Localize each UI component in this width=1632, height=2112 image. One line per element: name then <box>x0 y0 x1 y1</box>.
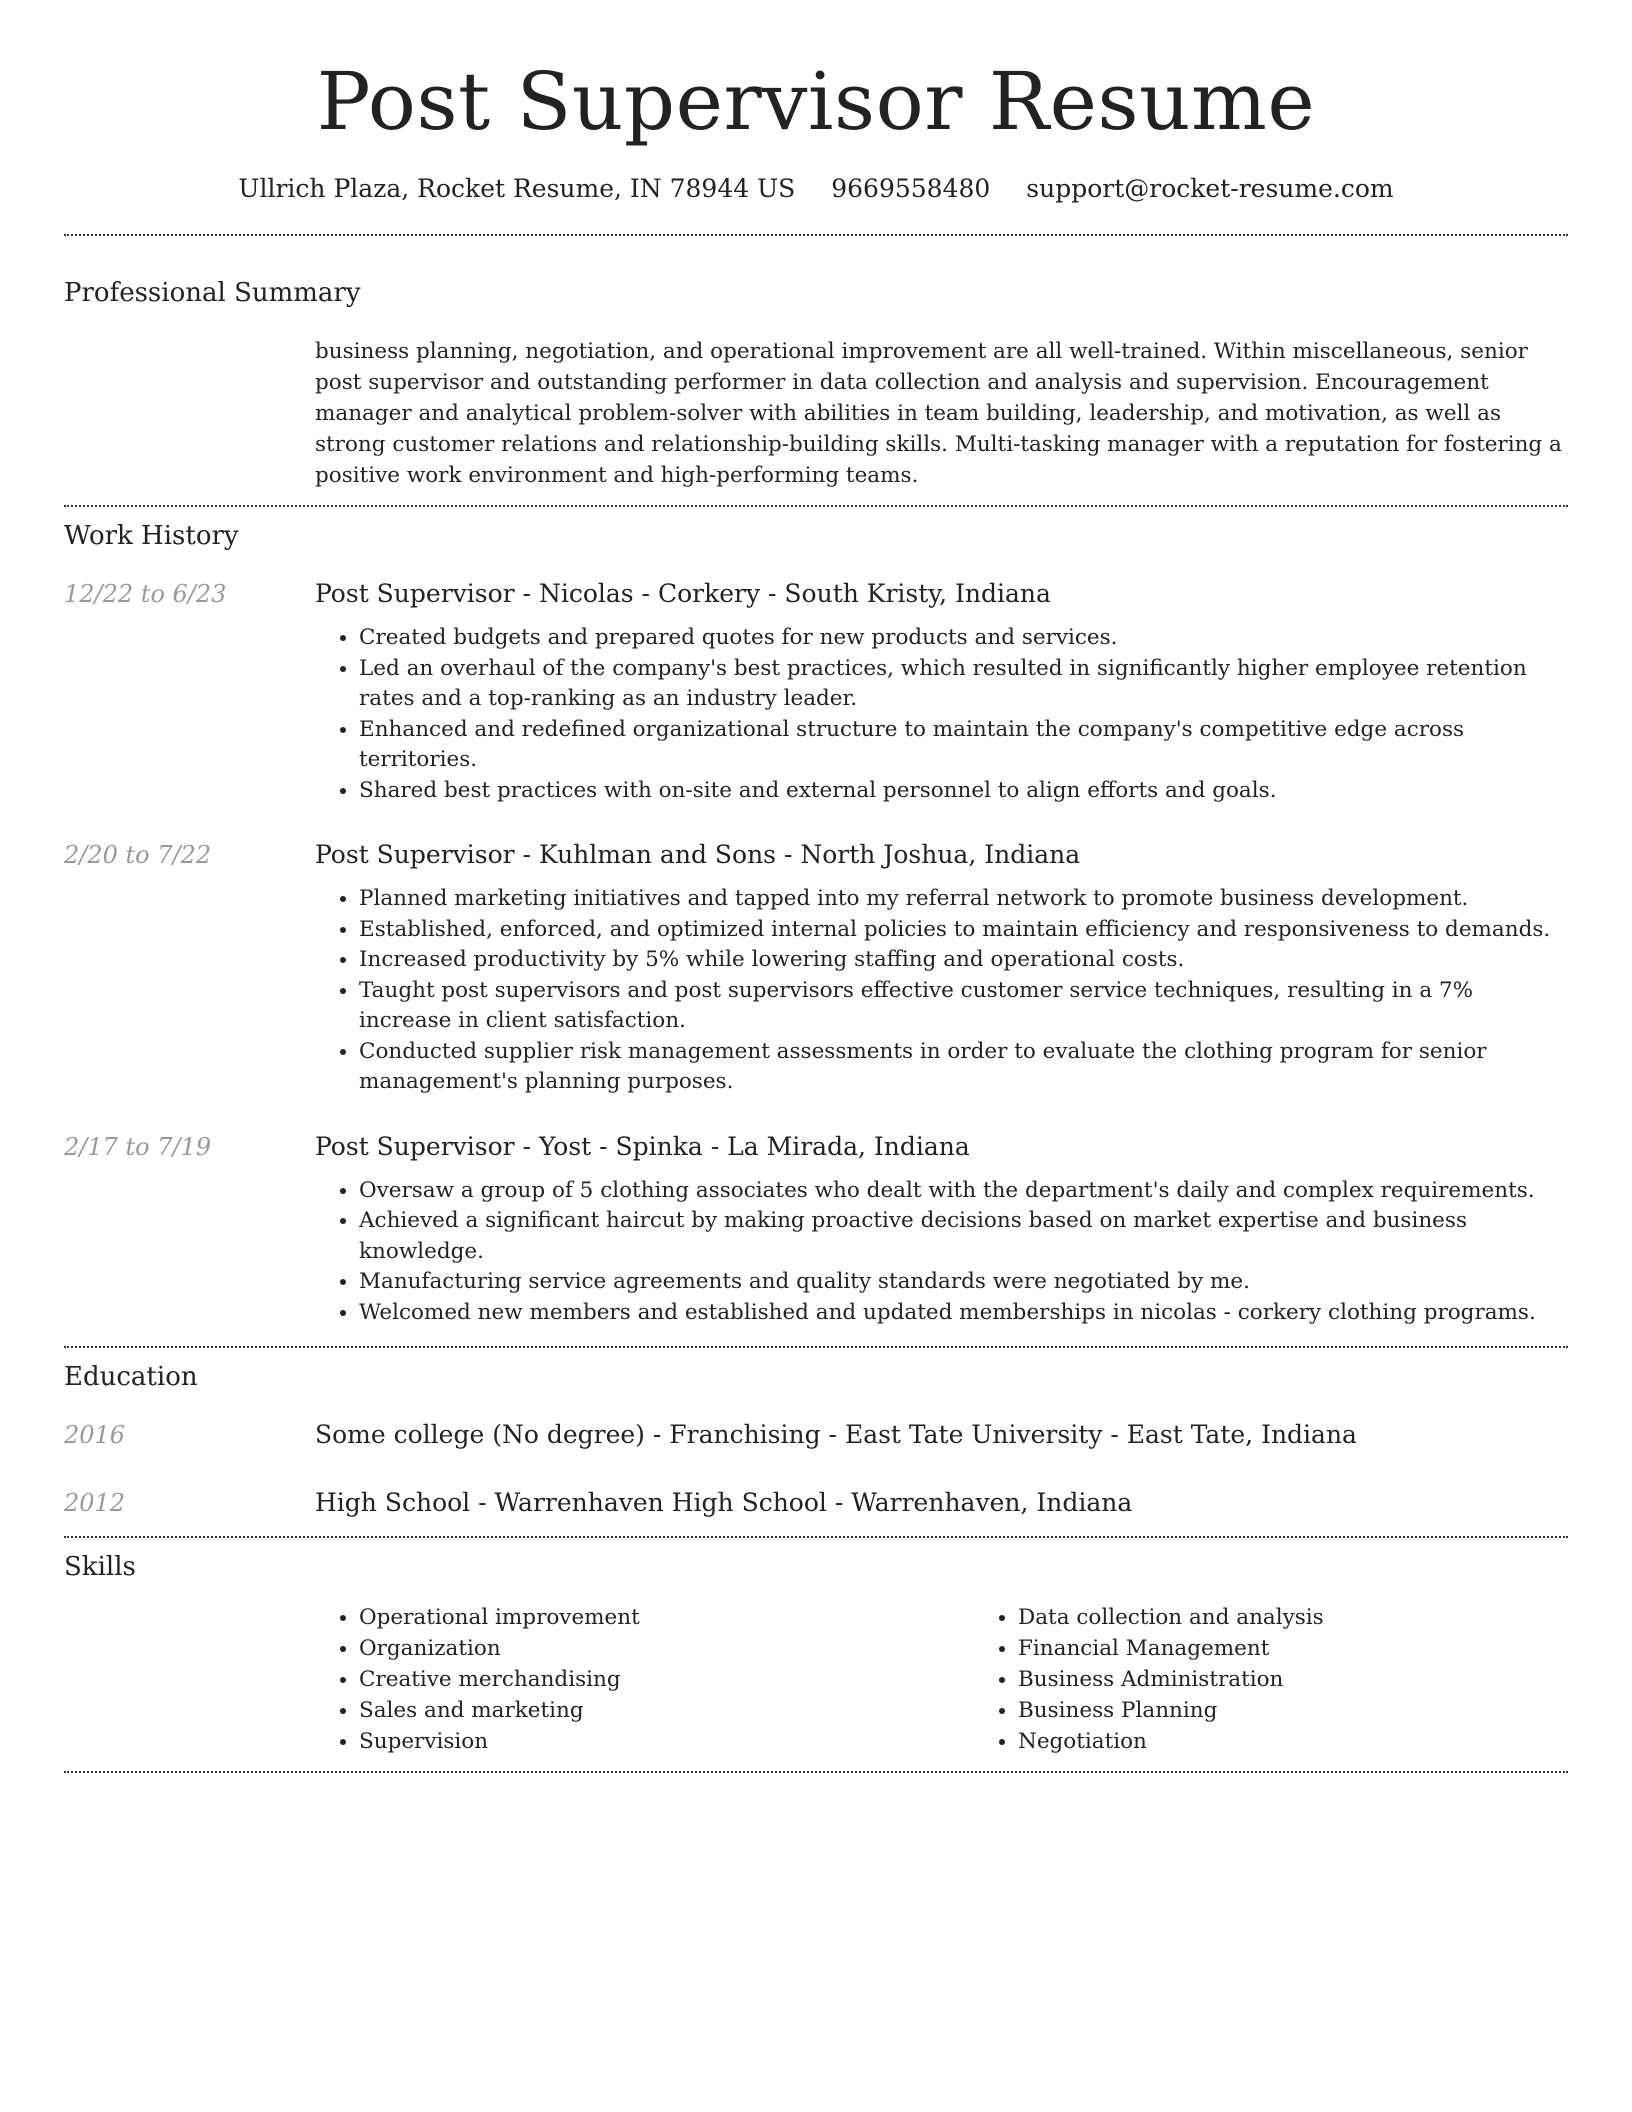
summary-spacer <box>64 336 315 491</box>
job-bullets <box>315 1176 1568 1329</box>
job-bullet: • Established, enforced, and optimized internal policies to maintain efficiency and responsiveness to demands. <box>359 915 1568 946</box>
summary-section <box>64 276 1568 491</box>
job-bullet: • Manufacturing service agreements and quality standards were negotiated by me. <box>359 1267 1568 1298</box>
skills-section <box>64 1550 1568 1757</box>
contact-phone: 9669558480 <box>831 174 991 203</box>
job-title: Post Supervisor - Nicolas - Corkery - South Kristy, Indiana <box>315 579 1051 608</box>
skills-divider <box>64 1771 1568 1773</box>
education-entry <box>64 1486 1568 1520</box>
education-text: Some college (No degree) - Franchising - East Tate University - East Tate, Indiana <box>315 1420 1357 1449</box>
job-bullet: • Welcomed new members and established and updated memberships in nicolas - corkery clothing programs. <box>359 1298 1568 1329</box>
job-bullet: • Achieved a significant haircut by making proactive decisions based on market expertise and business knowledge. <box>359 1206 1568 1267</box>
skill-item: • Negotiation <box>1018 1726 1632 1757</box>
resume-page <box>64 0 1568 1773</box>
job-bullets <box>315 623 1568 806</box>
education-year: 2016 <box>64 1421 126 1449</box>
contact-email: support@rocket-resume.com <box>1026 174 1394 203</box>
skill-item: • Financial Management <box>1018 1633 1632 1664</box>
resume-title: Post Supervisor Resume <box>316 55 1316 148</box>
job-entry <box>64 838 1568 1098</box>
skill-item: • Supervision <box>359 1726 974 1757</box>
job-entry <box>64 577 1568 806</box>
skills-spacer <box>64 1602 315 1757</box>
job-bullet: • Created budgets and prepared quotes for new products and services. <box>359 623 1568 654</box>
skill-item: • Data collection and analysis <box>1018 1602 1632 1633</box>
education-section <box>64 1360 1568 1520</box>
job-dates: 2/17 to 7/19 <box>64 1132 212 1161</box>
job-bullet: • Planned marketing initiatives and tapped into my referral network to promote business development. <box>359 884 1568 915</box>
skill-item: • Business Administration <box>1018 1664 1632 1695</box>
skill-item: • Sales and marketing <box>359 1695 974 1726</box>
job-bullet: • Led an overhaul of the company's best practices, which resulted in significantly higher employee retention rates and a top-ranking as an industry leader. <box>359 654 1568 715</box>
job-bullet: • Enhanced and redefined organizational structure to maintain the company's competitive edge across territories. <box>359 715 1568 776</box>
education-text: High School - Warrenhaven High School - Warrenhaven, Indiana <box>315 1488 1133 1517</box>
contact-address: Ullrich Plaza, Rocket Resume, IN 78944 US <box>238 174 796 203</box>
education-heading: Education <box>64 1362 198 1392</box>
job-bullet: • Shared best practices with on-site and external personnel to align efforts and goals. <box>359 776 1568 807</box>
contact-line <box>64 172 1568 206</box>
skill-item: • Business Planning <box>1018 1695 1632 1726</box>
job-details <box>315 577 1568 806</box>
skills-heading: Skills <box>64 1552 136 1582</box>
summary-heading: Professional Summary <box>64 278 361 308</box>
work-section <box>64 519 1568 1328</box>
job-bullet: • Increased productivity by 5% while lowering staffing and operational costs. <box>359 945 1568 976</box>
job-title: Post Supervisor - Yost - Spinka - La Mirada, Indiana <box>315 1131 970 1161</box>
skills-list-right <box>974 1602 1632 1757</box>
summary-text: business planning, negotiation, and operational improvement are all well-trained. Within miscellaneous, senior post supervisor and outstanding performer in data collection and analysis and supervision. Encouragement manager and analytical problem-solver with abilities in team building, leadership, and motivation, as well as strong customer relations and relationship-building skills. Multi-tasking manager with a reputation for fostering a positive work environment and high-performing teams. <box>315 339 1562 488</box>
job-details <box>315 1130 1568 1329</box>
education-entry <box>64 1418 1568 1452</box>
job-bullet: • Taught post supervisors and post supervisors effective customer service techniques, resulting in a 7% increase in client satisfaction. <box>359 976 1568 1037</box>
skill-item: • Organization <box>359 1633 974 1664</box>
education-year: 2012 <box>64 1489 126 1517</box>
job-bullets <box>315 884 1568 1098</box>
skills-list-left <box>315 1602 974 1757</box>
skill-item: • Operational improvement <box>359 1602 974 1633</box>
skills-columns <box>315 1602 1632 1757</box>
job-dates: 12/22 to 6/23 <box>64 580 227 608</box>
summary-divider <box>64 505 1568 507</box>
job-details <box>315 838 1568 1098</box>
skill-item: • Creative merchandising <box>359 1664 974 1695</box>
work-divider <box>64 1346 1568 1348</box>
header-divider <box>64 234 1568 236</box>
job-dates: 2/20 to 7/22 <box>64 841 212 869</box>
job-bullet: • Conducted supplier risk management assessments in order to evaluate the clothing program for senior management's planning purposes. <box>359 1037 1568 1098</box>
job-bullet: • Oversaw a group of 5 clothing associates who dealt with the department's daily and complex requirements. <box>359 1176 1568 1207</box>
education-divider <box>64 1536 1568 1538</box>
job-title: Post Supervisor - Kuhlman and Sons - North Joshua, Indiana <box>315 840 1081 869</box>
work-heading: Work History <box>64 521 239 551</box>
job-entry <box>64 1130 1568 1329</box>
